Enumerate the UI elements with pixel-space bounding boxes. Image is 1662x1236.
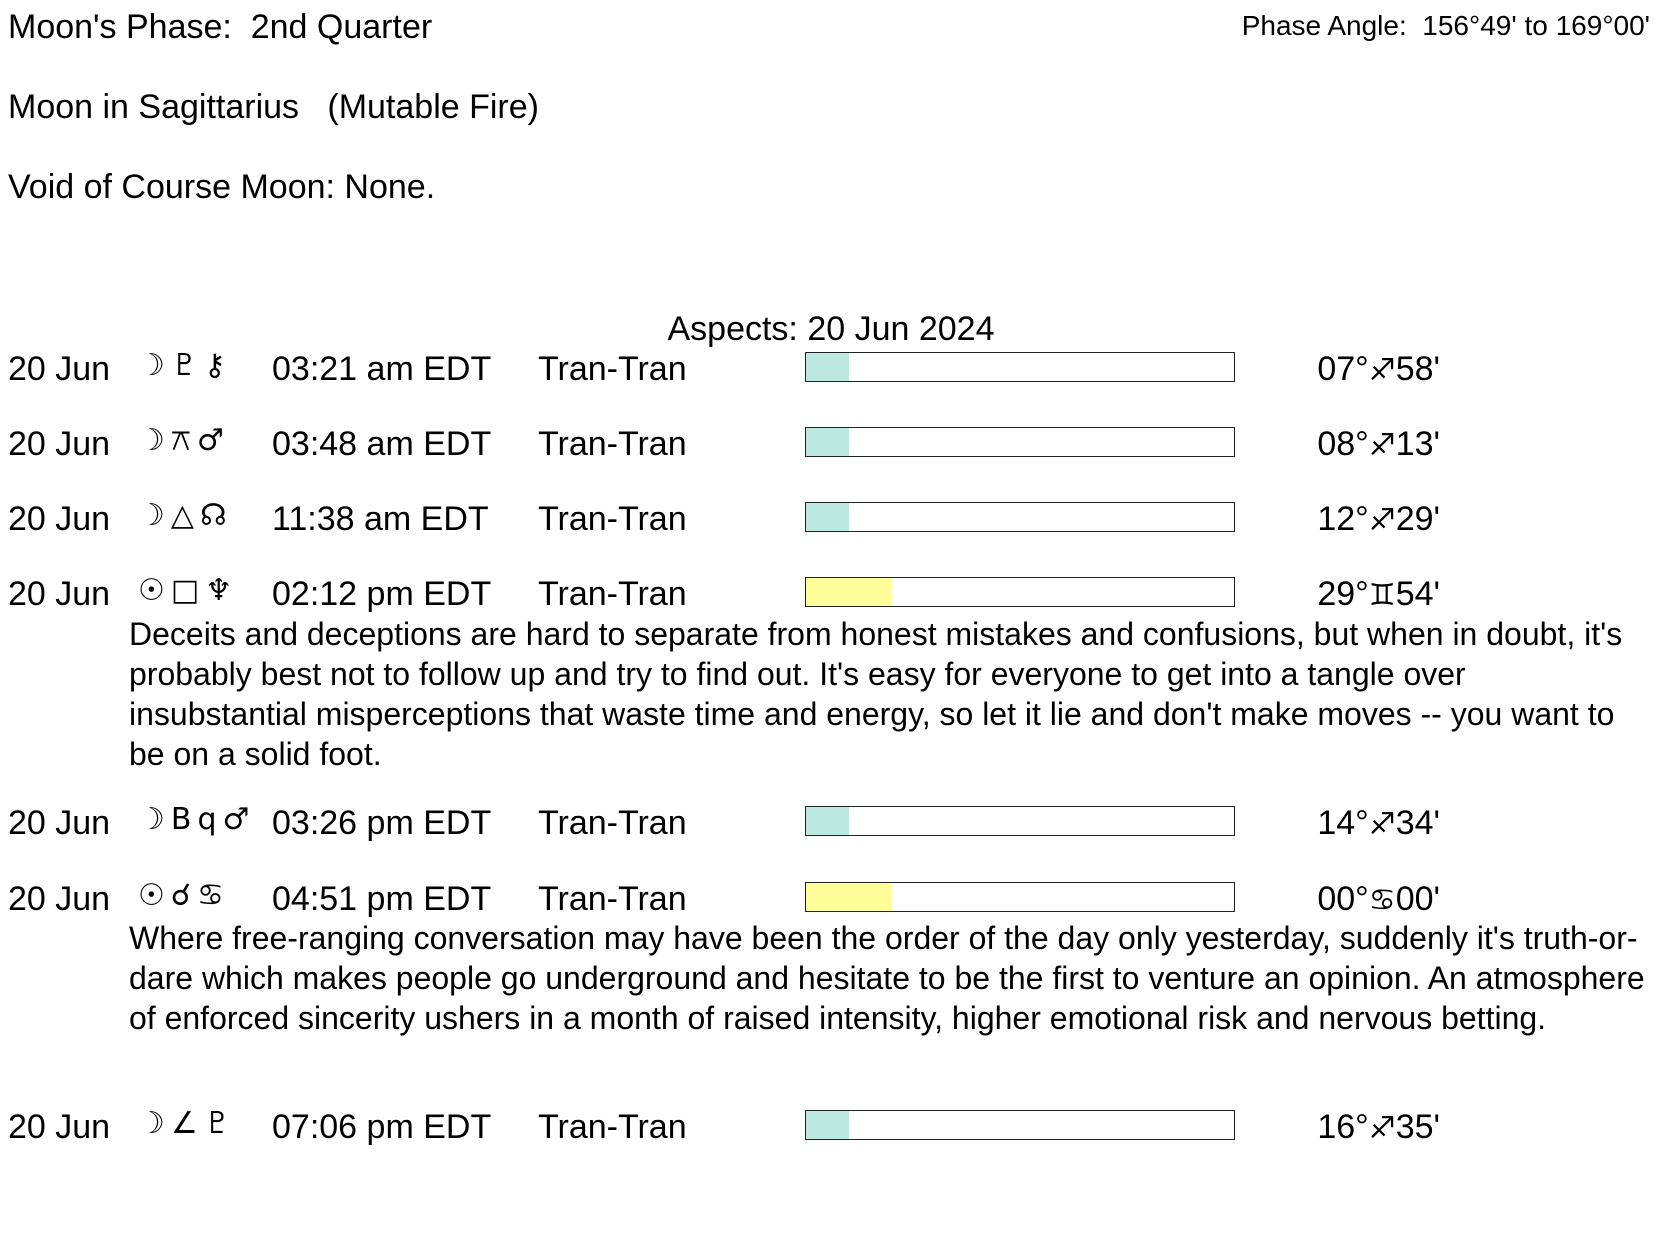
aspect-glyphs-icon: ☉□♆	[138, 573, 239, 608]
aspect-interpretation: Deceits and deceptions are hard to separate from honest mistakes and confusions, but when in doubt, it's probably best not to follow up and try to find out. It's easy for everyone to get into a tangle over insubstantial misperceptions that waste time and energy, so let it lie and don't make moves -- you want to be on a solid foot.	[129, 616, 1623, 772]
aspects-title: Aspects: 20 Jun 2024	[667, 310, 995, 348]
strength-bar	[805, 1110, 1235, 1140]
aspect-kind: Tran-Tran	[538, 425, 687, 463]
aspect-kind: Tran-Tran	[538, 880, 687, 918]
position-degree: 16°	[1317, 1108, 1369, 1146]
zodiac-sign-icon: ♋	[1368, 883, 1396, 918]
aspect-glyphs-icon: ☉☌♋	[138, 878, 230, 913]
aspect-row	[0, 575, 1662, 615]
aspect-date: 20 Jun	[8, 804, 111, 842]
aspect-kind: Tran-Tran	[538, 804, 687, 842]
aspect-glyphs-icon: ☽∠♇	[138, 1106, 237, 1141]
strength-fill	[806, 428, 849, 456]
aspect-time: 03:48 am EDT	[272, 425, 492, 463]
strength-fill	[806, 807, 849, 835]
aspect-date: 20 Jun	[8, 1108, 111, 1146]
position-degree: 12°	[1317, 500, 1369, 538]
zodiac-sign-icon: ♐	[1368, 428, 1396, 463]
aspect-time: 02:12 pm EDT	[272, 575, 492, 613]
aspect-date: 20 Jun	[8, 575, 111, 613]
position-degree: 29°	[1317, 575, 1369, 613]
aspect-date: 20 Jun	[8, 350, 111, 388]
aspect-kind: Tran-Tran	[538, 350, 687, 388]
aspect-kind: Tran-Tran	[538, 575, 687, 613]
strength-bar	[805, 427, 1235, 457]
aspect-kind: Tran-Tran	[538, 500, 687, 538]
zodiac-sign-icon: ♐	[1368, 503, 1396, 538]
position-minutes: 34'	[1395, 804, 1440, 842]
position-minutes: 58'	[1395, 350, 1440, 388]
aspect-row	[0, 500, 1662, 540]
strength-fill	[806, 883, 892, 911]
phase-angle: Phase Angle: 156°49' to 169°00'	[1241, 10, 1650, 41]
strength-bar	[805, 352, 1235, 382]
strength-bar	[805, 502, 1235, 532]
aspect-glyphs-icon: ☽△☊	[138, 498, 233, 533]
aspect-kind: Tran-Tran	[538, 1108, 687, 1146]
zodiac-sign-icon: ♐	[1368, 1111, 1396, 1146]
aspect-time: 07:06 pm EDT	[272, 1108, 492, 1146]
strength-fill	[806, 1111, 849, 1139]
aspect-time: 03:21 am EDT	[272, 350, 492, 388]
aspect-time: 03:26 pm EDT	[272, 804, 492, 842]
position-degree: 08°	[1317, 425, 1369, 463]
aspect-glyphs-icon: ☽Bq♂	[138, 802, 256, 837]
aspect-time: 04:51 pm EDT	[272, 880, 492, 918]
aspect-row	[0, 425, 1662, 465]
aspect-position	[1280, 575, 1440, 614]
strength-fill	[806, 578, 892, 606]
position-degree: 07°	[1317, 350, 1369, 388]
aspect-row	[0, 350, 1662, 390]
moon-phase: Moon's Phase: 2nd Quarter	[8, 8, 433, 46]
aspect-position	[1280, 804, 1440, 843]
position-minutes: 00'	[1395, 880, 1440, 918]
aspect-date: 20 Jun	[8, 425, 111, 463]
aspect-row	[0, 880, 1662, 920]
zodiac-sign-icon: ♊	[1368, 578, 1396, 613]
void-of-course: Void of Course Moon: None.	[8, 168, 436, 206]
position-degree: 00°	[1317, 880, 1369, 918]
aspect-row	[0, 1108, 1662, 1148]
aspect-glyphs-icon: ☽♇⚷	[138, 348, 232, 383]
position-minutes: 54'	[1395, 575, 1440, 613]
aspect-glyphs-icon: ☽⚻♂	[138, 423, 230, 458]
zodiac-sign-icon: ♐	[1368, 353, 1396, 388]
aspect-position	[1280, 425, 1440, 464]
aspect-time: 11:38 am EDT	[272, 500, 489, 538]
strength-fill	[806, 503, 849, 531]
strength-bar	[805, 577, 1235, 607]
position-degree: 14°	[1317, 804, 1369, 842]
position-minutes: 13'	[1395, 425, 1440, 463]
aspect-interpretation: Where free-ranging conversation may have been the order of the day only yesterday, suddenly it's truth-or-dare which makes people go underground and hesitate to be the first to venture an opinion. An atmosphere of enforced sincerity ushers in a month of raised intensity, higher emotional risk and nervous betting.	[129, 920, 1645, 1036]
aspect-position	[1280, 880, 1440, 919]
aspect-date: 20 Jun	[8, 880, 111, 918]
aspect-row	[0, 804, 1662, 844]
position-minutes: 35'	[1395, 1108, 1440, 1146]
zodiac-sign-icon: ♐	[1368, 807, 1396, 842]
aspect-position	[1280, 1108, 1440, 1147]
aspect-position	[1280, 350, 1440, 389]
position-minutes: 29'	[1395, 500, 1440, 538]
strength-bar	[805, 882, 1235, 912]
aspect-position	[1280, 500, 1440, 539]
strength-fill	[806, 353, 849, 381]
strength-bar	[805, 806, 1235, 836]
moon-sign: Moon in Sagittarius (Mutable Fire)	[8, 88, 539, 126]
aspect-date: 20 Jun	[8, 500, 111, 538]
